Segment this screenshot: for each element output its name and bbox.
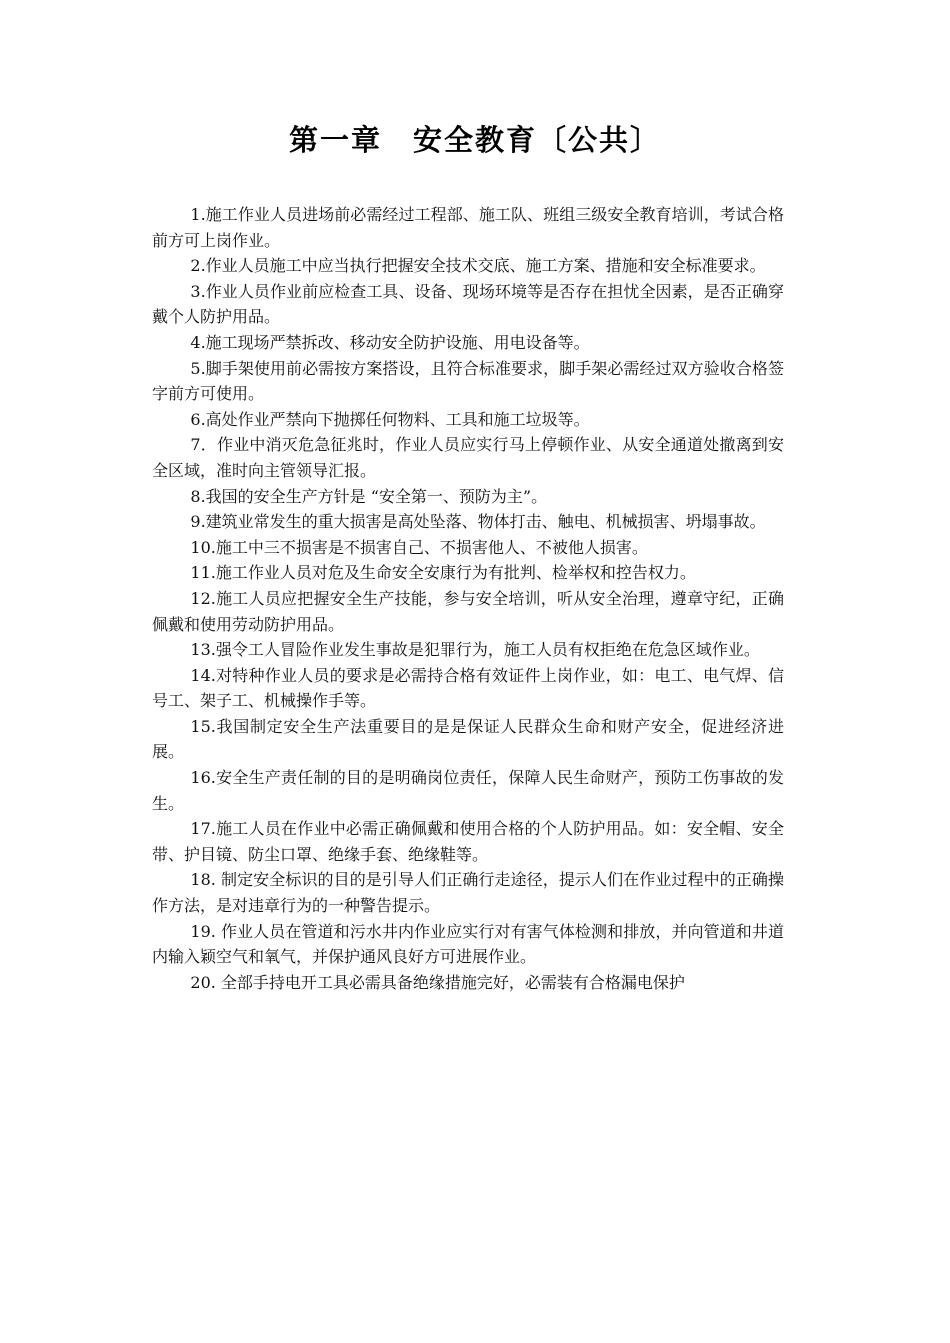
rule-item-13: 13.强令工人冒险作业发生事故是犯罪行为，施工人员有权拒绝在危急区域作业。 (190, 640, 760, 660)
rule-item-9: 9.建筑业常发生的重大损害是高处坠落、物体打击、触电、机械损害、坍塌事故。 (190, 512, 766, 532)
rule-item-4: 4.施工现场严禁拆改、移动安全防护设施、用电设备等。 (190, 332, 590, 352)
rule-item-19: 19. 作业人员在管道和污水井内作业应实行对有害气体检测和排放，并向管道和井道内输入颖空气和氧气，并保护通风良好方可进展作业。 (152, 921, 784, 967)
rule-item-5: 5.脚手架使用前必需按方案搭设，且符合标准要求，脚手架必需经过双方验收合格签字前方可使用。 (152, 358, 784, 404)
chapter-title: 第一章 安全教育〔公共〕 (288, 123, 661, 157)
rule-item-12: 12.施工人员应把握安全生产技能，参与安全培训，听从安全治理，遵章守纪，正确佩戴和使用劳动防护用品。 (152, 588, 784, 634)
rule-item-2: 2.作业人员施工中应当执行把握安全技术交底、施工方案、措施和安全标准要求。 (190, 256, 766, 276)
rule-item-6: 6.高处作业严禁向下抛掷任何物料、工具和施工垃圾等。 (190, 409, 590, 429)
rule-item-1: 1.施工作业人员进场前必需经过工程部、施工队、班组三级安全教育培训，考试合格前方可上岗作业。 (152, 205, 784, 250)
rule-item-7: 7．作业中消灭危急征兆时，作业人员应实行马上停顿作业、从安全通道处撤离到安全区域，准时向主管领导汇报。 (152, 435, 784, 480)
rule-item-16: 16.安全生产责任制的目的是明确岗位责任，保障人民生命财产，预防工伤事故的发生。 (152, 768, 784, 813)
rule-item-8: 8.我国的安全生产方针是 “安全第一、预防为主”。 (190, 486, 548, 506)
rule-item-11: 11.施工作业人员对危及生命安全安康行为有批判、检举权和控告权力。 (190, 563, 696, 583)
rule-item-18: 18. 制定安全标识的目的是引导人们正确行走途径，提示人们在作业过程中的正确操作方法，是对违章行为的一种警告提示。 (152, 870, 784, 916)
safety-rules-list (152, 202, 784, 995)
rule-item-20: 20. 全部手持电开工具必需具备绝缘措施完好，必需装有合格漏电保护 (190, 972, 685, 992)
rule-item-3: 3.作业人员作业前应检查工具、设备、现场环境等是否存在担忧全因素，是否正确穿戴个人防护用品。 (152, 281, 784, 327)
rule-item-10: 10.施工中三不损害是不损害自己、不损害他人、不被他人损害。 (190, 537, 648, 557)
rule-item-17: 17.施工人员在作业中必需正确佩戴和使用合格的个人防护用品。如：安全帽、安全带、护目镜、防尘口罩、绝缘手套、绝缘鞋等。 (152, 819, 784, 864)
rule-item-15: 15.我国制定安全生产法重要目的是是保证人民群众生命和财产安全，促进经济进展。 (152, 716, 784, 762)
rule-item-14: 14.对特种作业人员的要求是必需持合格有效证件上岗作业，如：电工、电气焊、信号工、架子工、机械操作手等。 (152, 665, 784, 711)
